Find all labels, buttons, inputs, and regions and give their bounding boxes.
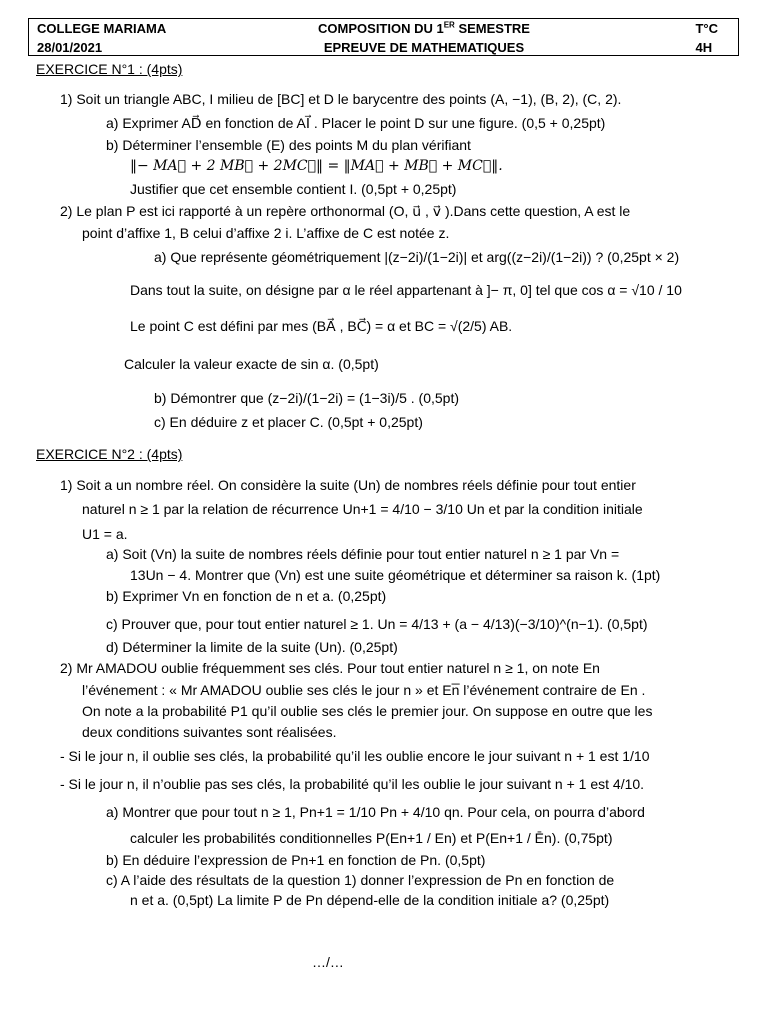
exam-text-line: Justifier que cet ensemble contient I. (0,5pt + 0,25pt) xyxy=(130,181,457,197)
exercise-heading: EXERCICE N°2 : (4pts) xyxy=(36,446,183,462)
exam-text-line: Le point C est défini par mes (BA⃗ , BC⃗) = α et BC = √(2/5) AB. xyxy=(130,318,513,334)
header-center xyxy=(314,19,534,57)
exam-header xyxy=(28,18,739,56)
exam-subject: EPREUVE DE MATHEMATIQUES xyxy=(323,39,525,55)
exam-text-line: c) A l’aide des résultats de la question 1) donner l’expression de Pn en fonction de xyxy=(106,872,615,888)
exam-text-line: a) Montrer que pour tout n ≥ 1, Pn+1 = 1/10 Pn + 4/10 qn. Pour cela, on pourra d’abord xyxy=(106,804,645,820)
exam-text-line: c) En déduire z et placer C. (0,5pt + 0,25pt) xyxy=(154,414,423,430)
exam-title: COMPOSITION DU 1ER SEMESTRE xyxy=(318,20,530,36)
exam-text-line: naturel n ≥ 1 par la relation de récurrence Un+1 = 4/10 − 3/10 Un et par la condition initiale xyxy=(82,501,643,517)
exam-duration: 4H xyxy=(695,39,713,55)
exam-text-line: point d’affixe 1, B celui d’affixe 2 i. L’affixe de C est notée z. xyxy=(82,225,450,241)
exam-text-line: deux conditions suivantes sont réalisées. xyxy=(82,724,337,740)
exam-text-line: Calculer la valeur exacte de sin α. (0,5pt) xyxy=(124,356,379,372)
exam-text-line: a) Que représente géométriquement |(z−2i)/(1−2i)| et arg((z−2i)/(1−2i)) ? (0,25pt × 2) xyxy=(154,249,680,265)
header-left xyxy=(37,19,166,57)
exam-text-line: 2) Mr AMADOU oublie fréquemment ses clés. Pour tout entier naturel n ≥ 1, on note En xyxy=(60,660,600,676)
exam-date: 28/01/2021 xyxy=(37,39,103,55)
exam-text-line: - Si le jour n, il n’oublie pas ses clés, la probabilité qu’il les oublie le jour suivant n + 1 est 4/10. xyxy=(60,776,645,792)
exam-text-line: l’événement : « Mr AMADOU oublie ses clés le jour n » et En̅ l’événement contraire de En . xyxy=(82,682,646,698)
exam-class: T°C xyxy=(695,20,718,36)
exam-text-line: - Si le jour n, il oublie ses clés, la probabilité qu’il les oublie encore le jour suivant n + 1 est 1/10 xyxy=(60,748,650,764)
exam-text-line: b) Démontrer que (z−2i)/(1−2i) = (1−3i)/5 . (0,5pt) xyxy=(154,390,460,406)
exam-text-line: U1 = a. xyxy=(82,526,128,542)
exam-text-line: n et a. (0,5pt) La limite P de Pn dépend-elle de la condition initiale a? (0,25pt) xyxy=(130,892,610,908)
exam-text-line: b) Exprimer Vn en fonction de n et a. (0,25pt) xyxy=(106,588,387,604)
exam-text-line: 1) Soit a un nombre réel. On considère la suite (Un) de nombres réels définie pour tout entier xyxy=(60,477,636,493)
exam-text-line: 2) Le plan P est ici rapporté à un repère orthonormal (O, u⃗ , v⃗ ).Dans cette question, A est le xyxy=(60,203,631,219)
exam-text-line: b) En déduire l’expression de Pn+1 en fonction de Pn. (0,5pt) xyxy=(106,852,486,868)
exam-text-line: On note a la probabilité P1 qu’il oublie ses clés le premier jour. On suppose en outre que les xyxy=(82,703,653,719)
exam-text-line: c) Prouver que, pour tout entier naturel ≥ 1. Un = 4/13 + (a − 4/13)(−3/10)^(n−1). (0,5pt) xyxy=(106,616,648,632)
exam-text-line: a) Exprimer AD⃗ en fonction de AI⃗ . Placer le point D sur une figure. (0,5 + 0,25pt) xyxy=(106,115,606,131)
exam-text-line: d) Déterminer la limite de la suite (Un). (0,25pt) xyxy=(106,639,398,655)
exam-text-line: calculer les probabilités conditionnelles P(En+1 / En) et P(En+1 / Ēn). (0,75pt) xyxy=(130,830,613,846)
header-right xyxy=(695,19,718,57)
school-name: COLLEGE MARIAMA xyxy=(37,20,167,36)
exam-text-line: b) Déterminer l’ensemble (E) des points M du plan vérifiant xyxy=(106,137,471,153)
exam-text-line: Dans tout la suite, on désigne par α le réel appartenant à ]− π, 0] tel que cos α = √10 / 10 xyxy=(130,282,682,298)
exam-text-line: 13Un − 4. Montrer que (Vn) est une suite géométrique et déterminer sa raison k. (1pt) xyxy=(130,567,661,583)
exam-text-line: 1) Soit un triangle ABC, I milieu de [BC] et D le barycentre des points (A, −1), (B, 2), (C, 2). xyxy=(60,91,622,107)
exam-text-line: a) Soit (Vn) la suite de nombres réels définie pour tout entier naturel n ≥ 1 par Vn = xyxy=(106,546,620,562)
exercise-heading: EXERCICE N°1 : (4pts) xyxy=(36,61,183,77)
page-continuation: …/… xyxy=(312,954,344,970)
exam-text-line: ‖− MA⃗ + 2 MB⃗ + 2MC⃗‖ = ‖MA⃗ + MB⃗ + MC⃗‖. xyxy=(130,158,503,174)
